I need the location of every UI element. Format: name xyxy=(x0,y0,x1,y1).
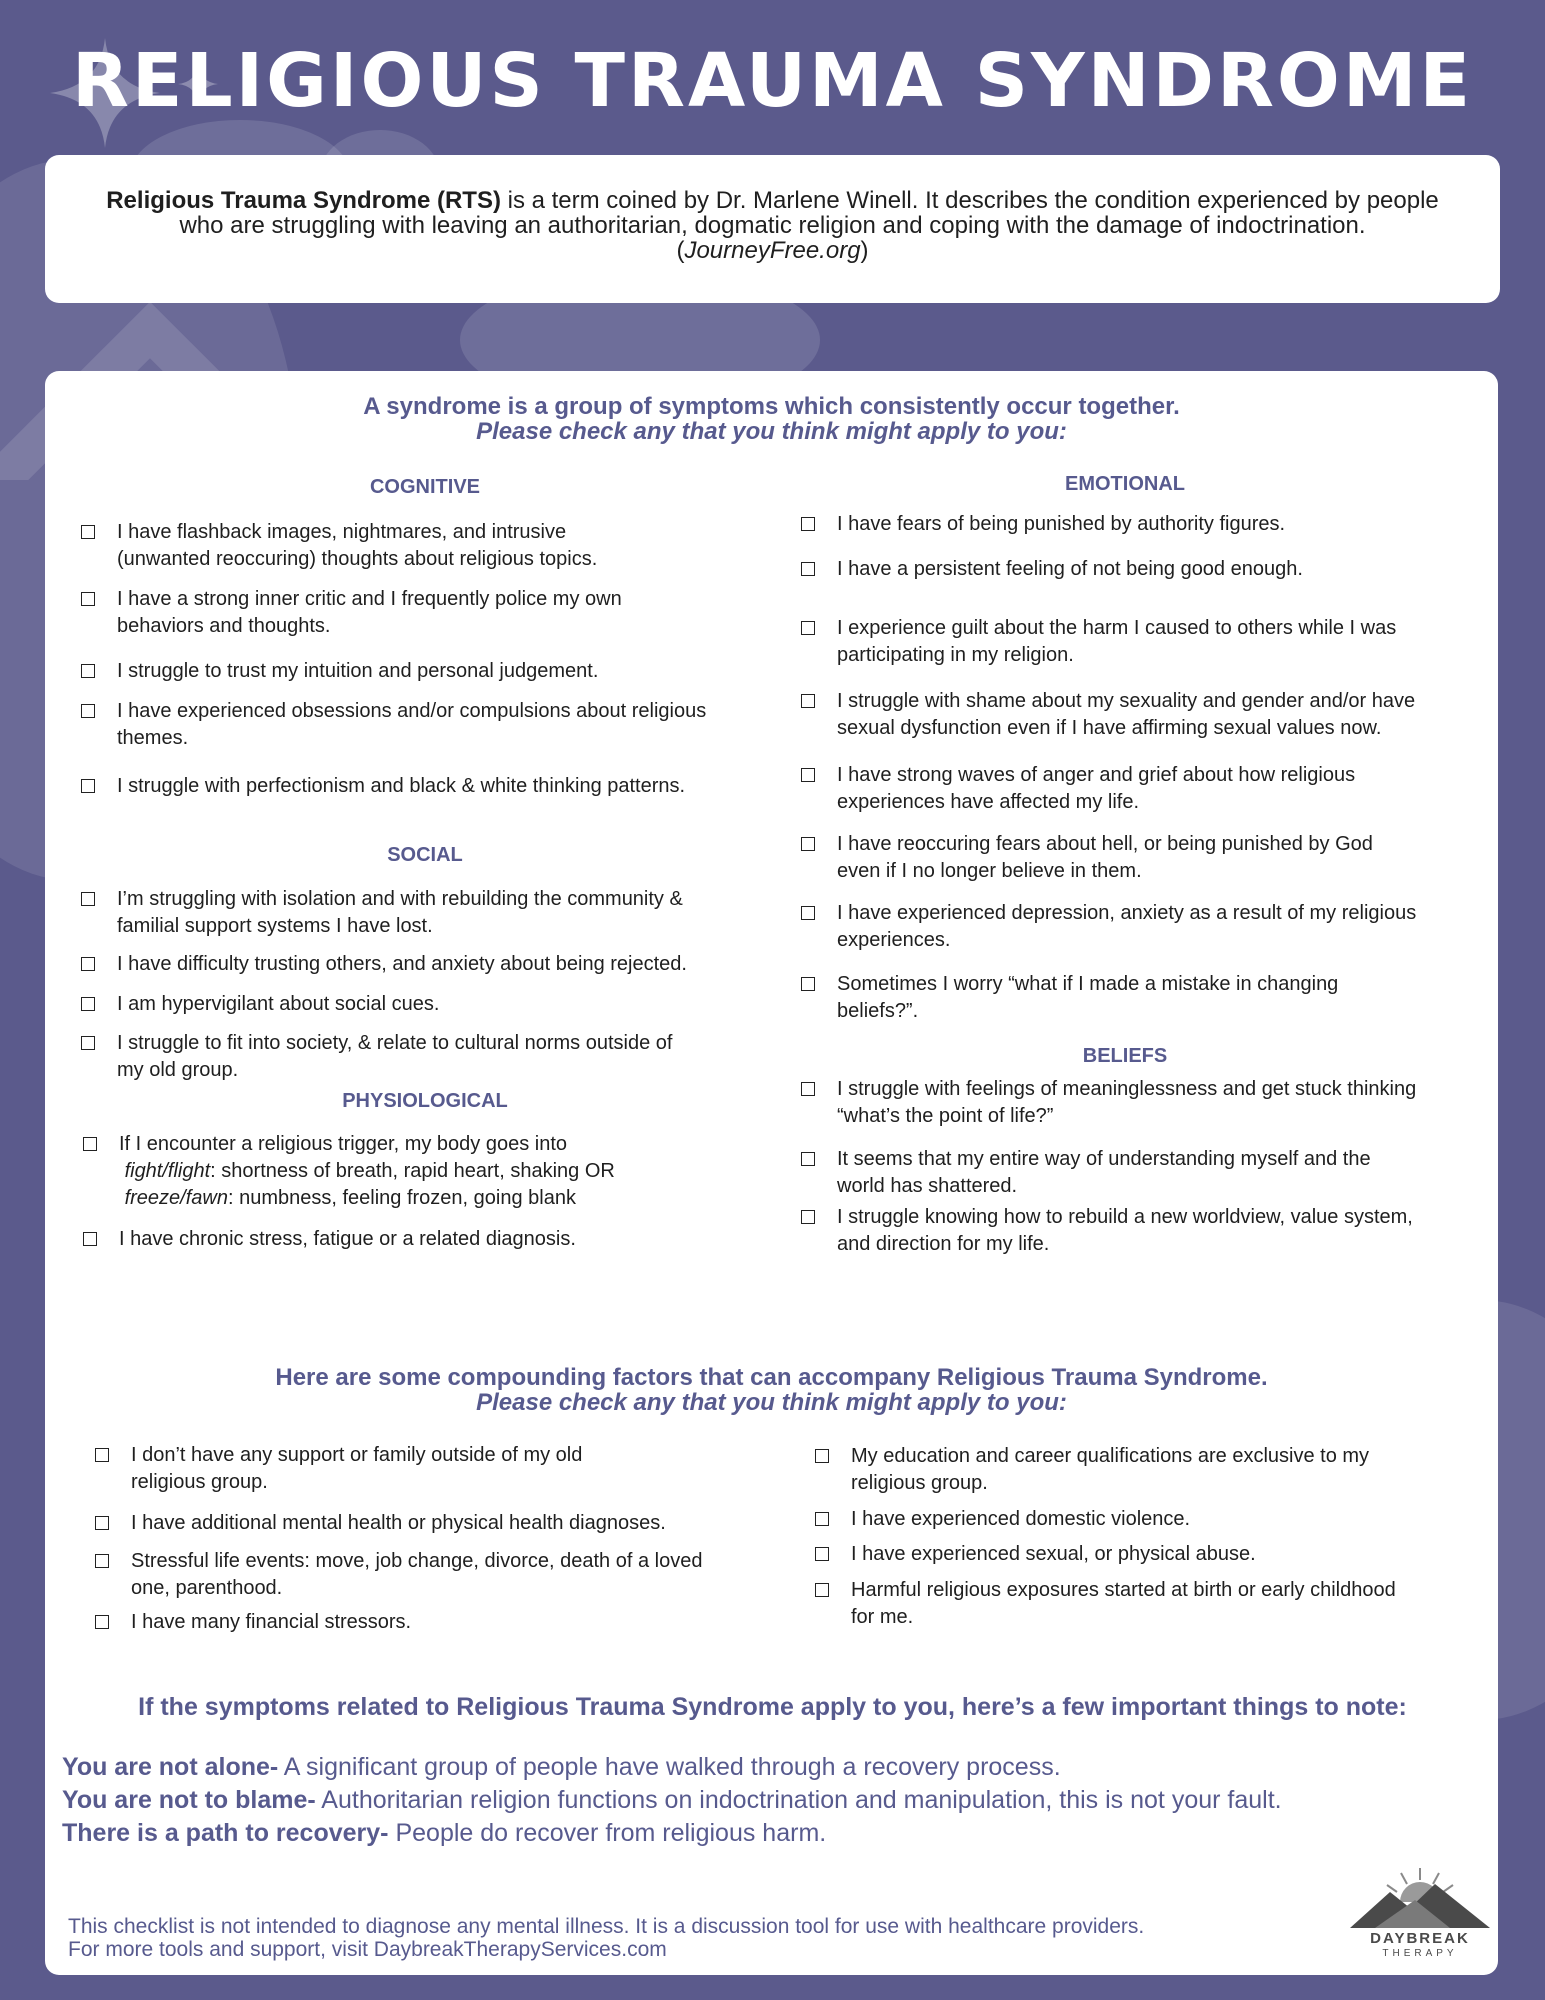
checkbox[interactable] xyxy=(801,1210,815,1224)
category-beliefs: BELIEFS xyxy=(1082,1045,1168,1067)
checklist-item[interactable]: I have a persistent feeling of not being good enough. xyxy=(801,556,1501,583)
checklist-item[interactable]: I’m struggling with isolation and with rebuilding the community & familial support systems I have lost. xyxy=(81,886,801,940)
checklist-item[interactable]: I have experienced obsessions and/or compulsions about religious themes. xyxy=(81,698,801,752)
checkbox[interactable] xyxy=(81,892,95,906)
note-item: There is a path to recovery- People do recover from religious harm. xyxy=(62,1819,827,1847)
checkbox[interactable] xyxy=(81,704,95,718)
checkbox[interactable] xyxy=(801,1152,815,1166)
checkbox[interactable] xyxy=(815,1583,829,1597)
checkbox[interactable] xyxy=(95,1615,109,1629)
section2-subtitle: Please check any that you think might apply to you: xyxy=(476,1389,1067,1416)
category-cognitive: COGNITIVE xyxy=(369,476,480,498)
category-emotional: EMOTIONAL xyxy=(1065,473,1185,495)
checkbox[interactable] xyxy=(815,1547,829,1561)
checklist-item[interactable]: I have reoccuring fears about hell, or being punished by God even if I no longer believe in them. xyxy=(801,831,1501,885)
note-item: You are not alone- A significant group of people have walked through a recovery process. xyxy=(62,1753,1061,1781)
page-title: RELIGIOUS TRAUMA SYNDROME xyxy=(71,38,1474,124)
checkbox[interactable] xyxy=(83,1137,97,1151)
checklist-item[interactable]: I struggle with perfectionism and black & white thinking patterns. xyxy=(81,773,801,800)
footer-disclaimer xyxy=(68,1915,1144,1961)
mountain-sun-icon xyxy=(1345,1862,1495,1932)
section2-heading xyxy=(45,1365,1498,1415)
checklist-item[interactable]: I have experienced domestic violence. xyxy=(815,1506,1495,1533)
checklist-item[interactable]: It seems that my entire way of understanding myself and the world has shattered. xyxy=(801,1146,1501,1200)
intro-text: is a term coined by Dr. Marlene Winell. It describes the condition experienced by people who are struggling with leaving an authoritarian, dogmatic religion and coping with the damage of indoctrination. ( xyxy=(179,187,1439,264)
section1-subtitle: Please check any that you think might apply to you: xyxy=(476,418,1067,445)
checklist-item[interactable]: I struggle to fit into society, & relate to cultural norms outside of my old group. xyxy=(81,1030,801,1084)
daybreak-logo xyxy=(1345,1862,1495,1962)
checklist-item[interactable]: Stressful life events: move, job change, divorce, death of a loved one, parenthood. xyxy=(95,1548,795,1602)
checkbox[interactable] xyxy=(83,1232,97,1246)
checkbox[interactable] xyxy=(81,957,95,971)
checklist-item[interactable]: I have experienced sexual, or physical abuse. xyxy=(815,1541,1495,1568)
footer-line: This checklist is not intended to diagnose any mental illness. It is a discussion tool for use with healthcare providers. xyxy=(68,1915,1145,1938)
checklist-item[interactable]: My education and career qualifications are exclusive to my religious group. xyxy=(815,1443,1495,1497)
intro-term: Religious Trauma Syndrome (RTS) xyxy=(106,187,501,214)
checkbox[interactable] xyxy=(81,997,95,1011)
checkbox[interactable] xyxy=(801,517,815,531)
checklist-item[interactable]: I struggle with feelings of meaninglessness and get stuck thinking “what’s the point of life?” xyxy=(801,1076,1501,1130)
notes-title: If the symptoms related to Religious Trauma Syndrome apply to you, here’s a few important things to note: xyxy=(138,1693,1407,1721)
checkbox[interactable] xyxy=(801,1082,815,1096)
checkbox[interactable] xyxy=(815,1449,829,1463)
checkbox[interactable] xyxy=(801,977,815,991)
intro-box xyxy=(45,155,1500,303)
checklist-item[interactable]: Harmful religious exposures started at birth or early childhood for me. xyxy=(815,1577,1495,1631)
checklist-item[interactable]: I have experienced depression, anxiety as a result of my religious experiences. xyxy=(801,900,1501,954)
checkbox[interactable] xyxy=(81,664,95,678)
intro-source: JourneyFree.org xyxy=(684,237,861,264)
checkbox[interactable] xyxy=(95,1448,109,1462)
checkbox[interactable] xyxy=(95,1516,109,1530)
checkbox[interactable] xyxy=(801,694,815,708)
checklist-item[interactable]: I have additional mental health or physical health diagnoses. xyxy=(95,1510,795,1537)
checkbox[interactable] xyxy=(815,1512,829,1526)
checklist-item[interactable]: Sometimes I worry “what if I made a mistake in changing beliefs?”. xyxy=(801,971,1501,1025)
checkbox[interactable] xyxy=(81,779,95,793)
checklist-item[interactable]: I experience guilt about the harm I caused to others while I was participating in my religion. xyxy=(801,615,1501,669)
checklist-item[interactable]: I struggle with shame about my sexuality and gender and/or have sexual dysfunction even if I have affirming sexual values now. xyxy=(801,688,1501,742)
checklist-item[interactable]: I struggle to trust my intuition and personal judgement. xyxy=(81,658,801,685)
checklist-item[interactable]: I have fears of being punished by authority figures. xyxy=(801,511,1501,538)
section1-heading xyxy=(45,394,1498,444)
checkbox[interactable] xyxy=(81,525,95,539)
section2-title: Here are some compounding factors that can accompany Religious Trauma Syndrome. xyxy=(275,1364,1268,1391)
checkbox[interactable] xyxy=(801,906,815,920)
checklist-card xyxy=(45,371,1498,1975)
intro-close: ) xyxy=(860,237,869,264)
checkbox[interactable] xyxy=(81,1036,95,1050)
checklist-item[interactable]: I have many financial stressors. xyxy=(95,1609,795,1636)
footer-line: For more tools and support, visit DaybreakTherapyServices.com xyxy=(68,1938,667,1961)
checklist-item[interactable]: I have flashback images, nightmares, and intrusive (unwanted reoccuring) thoughts about religious topics. xyxy=(81,519,801,573)
checkbox[interactable] xyxy=(801,621,815,635)
checkbox[interactable] xyxy=(801,768,815,782)
category-physiological: PHYSIOLOGICAL xyxy=(342,1090,508,1112)
note-item: You are not to blame- Authoritarian religion functions on indoctrination and manipulation, this is not your fault. xyxy=(62,1786,1282,1814)
checklist-item[interactable]: I have strong waves of anger and grief about how religious experiences have affected my life. xyxy=(801,762,1501,816)
checkbox[interactable] xyxy=(95,1554,109,1568)
checkbox[interactable] xyxy=(801,837,815,851)
checklist-item[interactable]: I am hypervigilant about social cues. xyxy=(81,991,801,1018)
checklist-item[interactable]: I have chronic stress, fatigue or a related diagnosis. xyxy=(83,1226,803,1253)
checkbox[interactable] xyxy=(81,592,95,606)
checklist-item[interactable]: I have a strong inner critic and I frequently police my own behaviors and thoughts. xyxy=(81,586,801,640)
section1-title: A syndrome is a group of symptoms which consistently occur together. xyxy=(363,393,1180,420)
checklist-item[interactable]: I struggle knowing how to rebuild a new worldview, value system, and direction for my life. xyxy=(801,1204,1501,1258)
checkbox[interactable] xyxy=(801,562,815,576)
checklist-item[interactable]: If I encounter a religious trigger, my body goes into fight/flight: shortness of breath, rapid heart, shaking OR freeze/fawn: numbness, feeling frozen, going blank xyxy=(83,1131,803,1212)
checklist-item[interactable]: I don’t have any support or family outside of my old religious group. xyxy=(95,1442,795,1496)
logo-name: DAYBREAK xyxy=(1370,1930,1470,1947)
category-social: SOCIAL xyxy=(387,844,463,866)
logo-sub: THERAPY xyxy=(1382,1948,1458,1959)
checklist-item[interactable]: I have difficulty trusting others, and anxiety about being rejected. xyxy=(81,951,801,978)
